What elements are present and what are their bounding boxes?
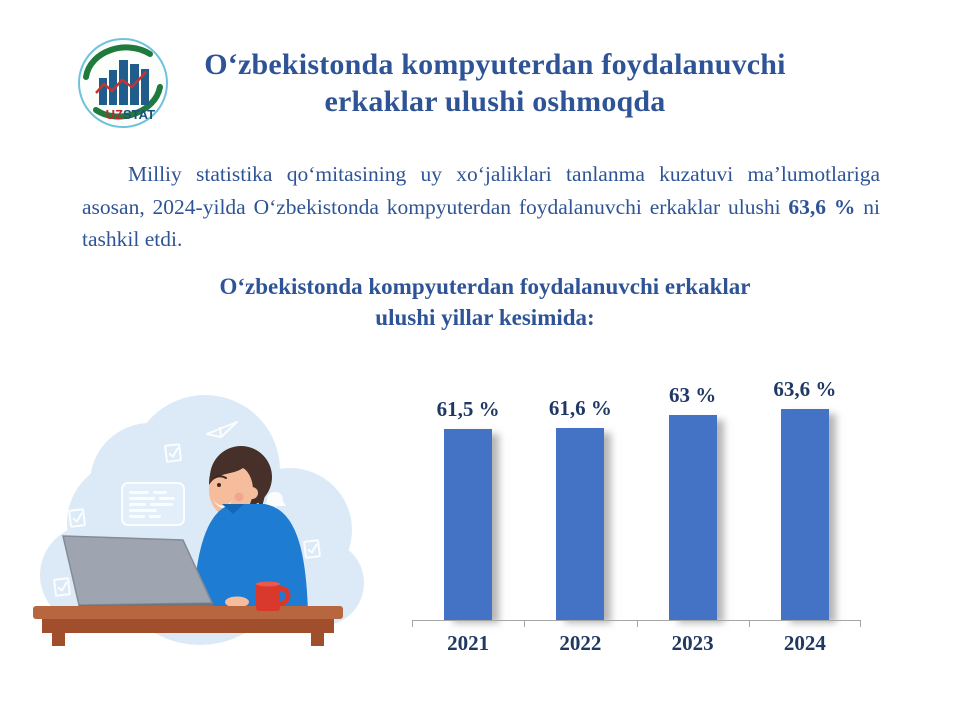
chart-heading-line2: ulushi yillar kesimida: xyxy=(375,305,595,330)
axis-tick xyxy=(637,621,638,627)
bar-column-2023 xyxy=(637,370,749,620)
bar-column-2021 xyxy=(412,370,524,620)
bar-2023 xyxy=(669,415,717,620)
axis-tick xyxy=(860,621,861,627)
axis-tick xyxy=(412,621,413,627)
page-title-line1: O‘zbekistonda kompyuterdan foydalanuvchi xyxy=(204,48,786,81)
text-card xyxy=(122,483,184,525)
bar-2024 xyxy=(781,409,829,620)
person-hand xyxy=(225,597,249,608)
x-axis-label-2021: 2021 xyxy=(447,631,490,655)
bar-value-label: 63,6 % xyxy=(773,377,837,401)
x-axis-label-2022: 2022 xyxy=(559,631,602,655)
intro-paragraph xyxy=(82,158,880,256)
bar-column-2022 xyxy=(524,370,636,620)
person-ear xyxy=(246,487,258,499)
logo-text-uz: UZ xyxy=(105,107,123,122)
chart-x-axis xyxy=(412,620,861,628)
paragraph-highlight-value: 63,6 % xyxy=(788,194,856,219)
illustration-man-at-computer xyxy=(25,393,365,658)
x-axis-label-2023: 2023 xyxy=(671,631,714,655)
x-axis-label-2024: 2024 xyxy=(783,631,826,655)
paragraph-text: Milliy statistika qo‘mitasining uy xo‘jaliklari tanlanma kuzatuvi ma’lumotlariga asosan, 2024-yilda O‘zbekistonda kompyuterdan foydalanuvchi erkaklar ulushi xyxy=(82,162,880,219)
chart-heading xyxy=(115,271,855,333)
bar-2021 xyxy=(444,429,492,620)
chart-heading-line1: O‘zbekistonda kompyuterdan foydalanuvchi erkaklar xyxy=(219,274,751,299)
paragraph-text-end: ni tashkil etdi. xyxy=(82,194,881,252)
logo-text-stat: STAT xyxy=(123,107,156,122)
bar-value-label: 61,6 % xyxy=(548,396,612,420)
bar-2022 xyxy=(556,428,604,620)
bar-value-label: 63 % xyxy=(669,383,717,407)
page-title xyxy=(150,46,840,120)
chart-x-axis-labels xyxy=(412,631,861,656)
bar-value-label: 61,5 % xyxy=(436,397,500,421)
person-blush xyxy=(235,493,244,502)
page-title-line2: erkaklar ulushi oshmoqda xyxy=(324,85,666,118)
axis-tick xyxy=(749,621,750,627)
bar-column-2024 xyxy=(749,370,861,620)
axis-tick xyxy=(524,621,525,627)
bar-chart xyxy=(412,370,861,680)
person-eye xyxy=(217,483,221,487)
chart-plot-area xyxy=(412,370,861,620)
